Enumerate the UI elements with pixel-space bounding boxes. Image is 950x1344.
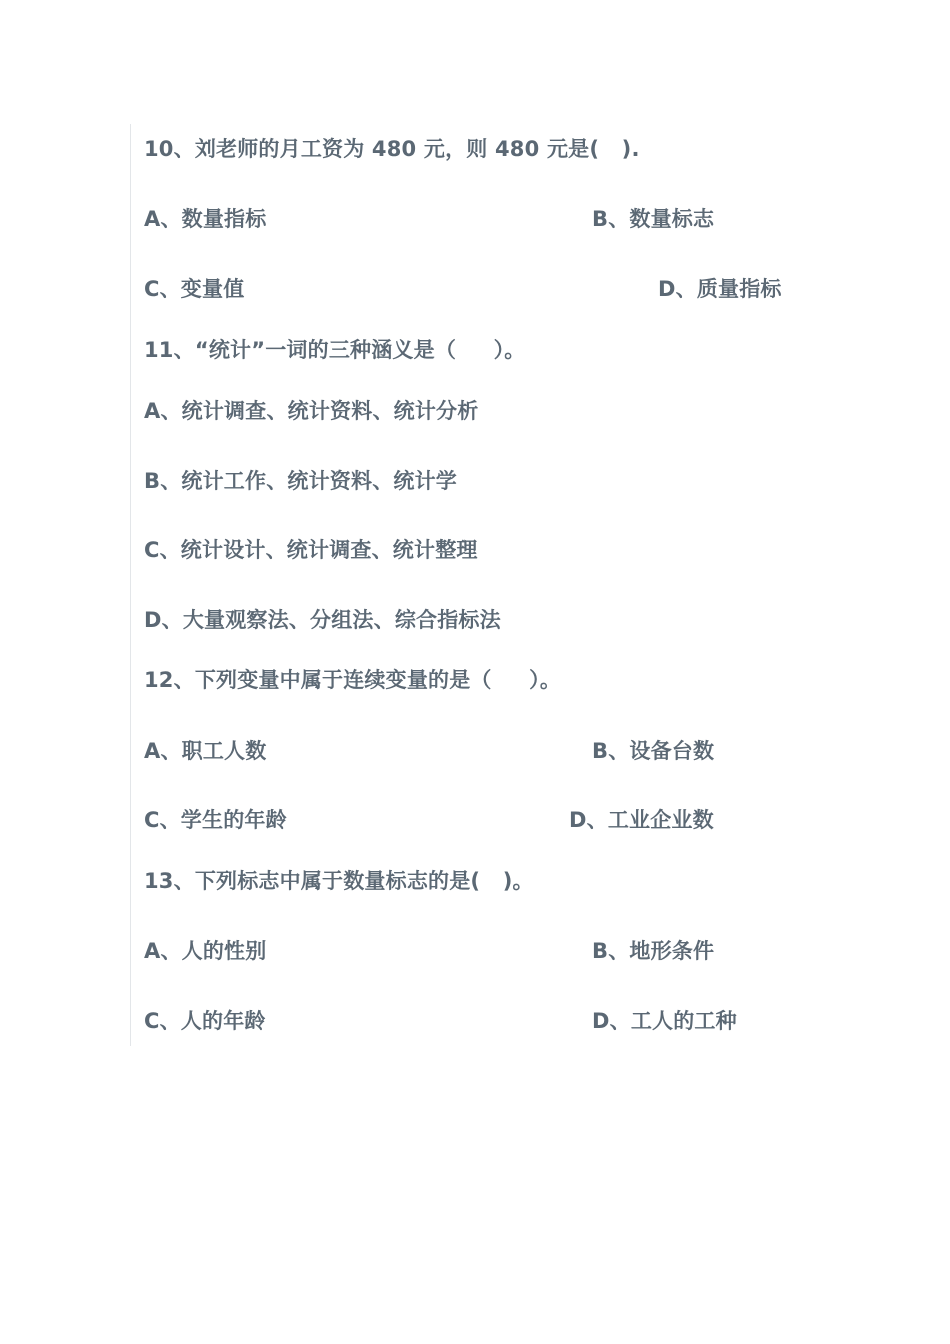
question-10-option-b: B、数量标志 (592, 207, 715, 231)
question-10-option-a: A、数量指标 (144, 207, 267, 231)
question-13-option-b: B、地形条件 (592, 939, 715, 963)
question-13-option-c: C、人的年龄 (144, 1009, 266, 1033)
question-12-stem: 12、下列变量中属于连续变量的是（ ）。 (144, 668, 562, 692)
question-11-option-d: D、大量观察法、分组法、综合指标法 (144, 608, 501, 632)
question-10-option-d: D、质量指标 (658, 277, 782, 301)
question-10-stem: 10、刘老师的月工资为 480 元，则 480 元是( ). (144, 137, 640, 161)
question-11-option-c: C、统计设计、统计调查、统计整理 (144, 538, 478, 562)
left-margin-rule (130, 124, 131, 1046)
question-12-option-c: C、学生的年龄 (144, 808, 287, 832)
question-12-option-d: D、工业企业数 (569, 808, 714, 832)
question-13-option-a: A、人的性别 (144, 939, 267, 963)
question-12-option-b: B、设备台数 (592, 739, 715, 763)
question-11-option-b: B、统计工作、统计资料、统计学 (144, 469, 458, 493)
question-10-option-c: C、变量值 (144, 277, 245, 301)
question-11-stem: 11、“统计”一词的三种涵义是（ ）。 (144, 338, 526, 362)
question-11-option-a: A、统计调查、统计资料、统计分析 (144, 399, 479, 423)
question-13-option-d: D、工人的工种 (592, 1009, 737, 1033)
question-12-option-a: A、职工人数 (144, 739, 267, 763)
question-13-stem: 13、下列标志中属于数量标志的是( )。 (144, 869, 534, 893)
